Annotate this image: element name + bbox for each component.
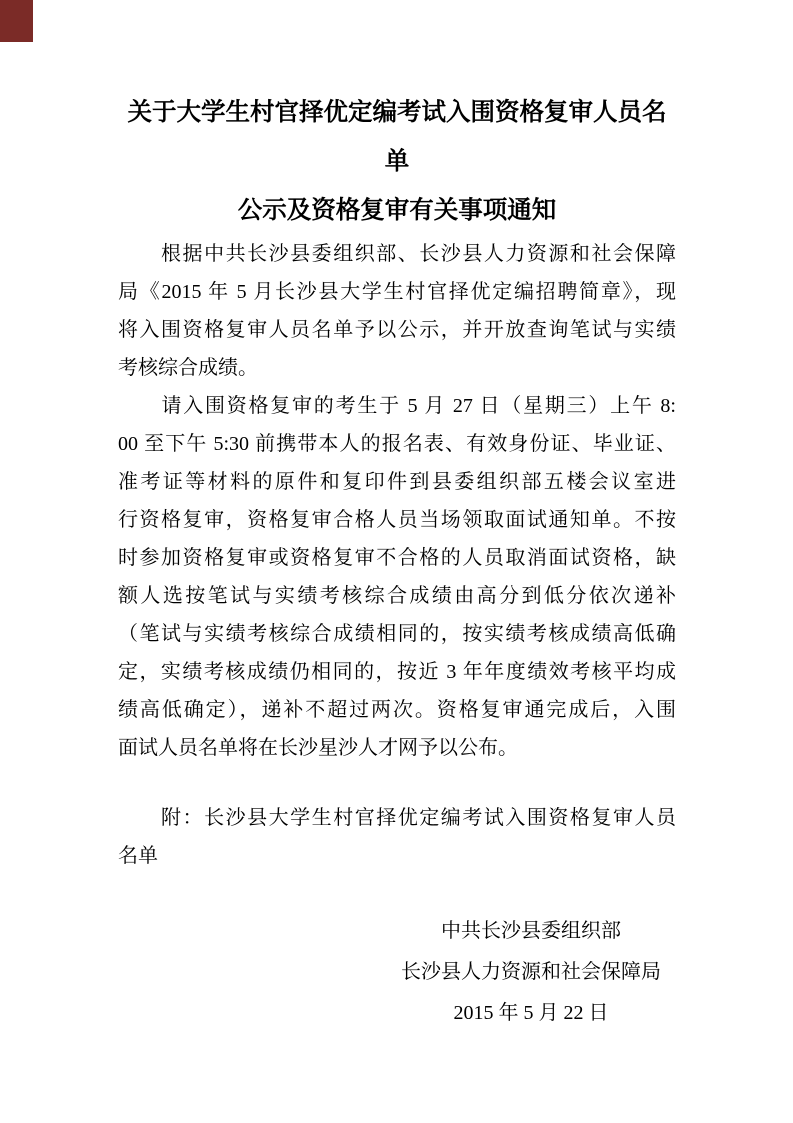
body-line: 请入围资格复审的考生于 5 月 27 日（星期三）上午 8: [118,395,676,417]
document-title [118,88,676,235]
body-line: 局《2015 年 5 月长沙县大学生村官择优定编招聘简章》，现 [118,281,676,303]
attachment-line: 附：长沙县大学生村官择优定编考试入围资格复审人员 [118,807,676,829]
body-line: 准考证等材料的原件和复印件到县委组织部五楼会议室进 [118,471,676,493]
body-line: 考核综合成绩。 [118,357,258,379]
document-content [118,88,676,1034]
signature-date: 2015 年 5 月 22 日 [453,1002,609,1024]
body-line: 绩高低确定），递补不超过两次。资格复审通完成后，入围 [118,699,676,721]
title-line-2: 公示及资格复审有关事项通知 [237,197,557,224]
title-line-1: 关于大学生村官择优定编考试入围资格复审人员名单 [127,99,667,175]
body-line: 定，实绩考核成绩仍相同的，按近 3 年年度绩效考核平均成 [118,661,676,683]
body-line: 将入围资格复审人员名单予以公示，并开放查询笔试与实绩 [118,319,676,341]
body-line: 额人选按笔试与实绩考核综合成绩由高分到低分依次递补 [118,585,676,607]
document-body [118,235,676,767]
body-line: 时参加资格复审或资格复审不合格的人员取消面试资格，缺 [118,547,676,569]
body-line: 面试人员名单将在长沙星沙人才网予以公布。 [118,737,518,759]
body-line: 行资格复审，资格复审合格人员当场领取面试通知单。不按 [118,509,676,531]
signature-org-1: 中共长沙县委组织部 [441,920,621,942]
signature-block [386,911,676,1034]
scan-corner-mark [0,0,33,42]
signature-org-2: 长沙县人力资源和社会保障局 [401,961,661,983]
body-line: 根据中共长沙县委组织部、长沙县人力资源和社会保障 [118,243,676,265]
body-line: （笔试与实绩考核综合成绩相同的，按实绩考核成绩高低确 [118,623,676,645]
body-line: 00 至下午 5:30 前携带本人的报名表、有效身份证、毕业证、 [118,433,676,455]
attachment-line: 名单 [118,845,158,867]
attachment-note [118,799,676,875]
